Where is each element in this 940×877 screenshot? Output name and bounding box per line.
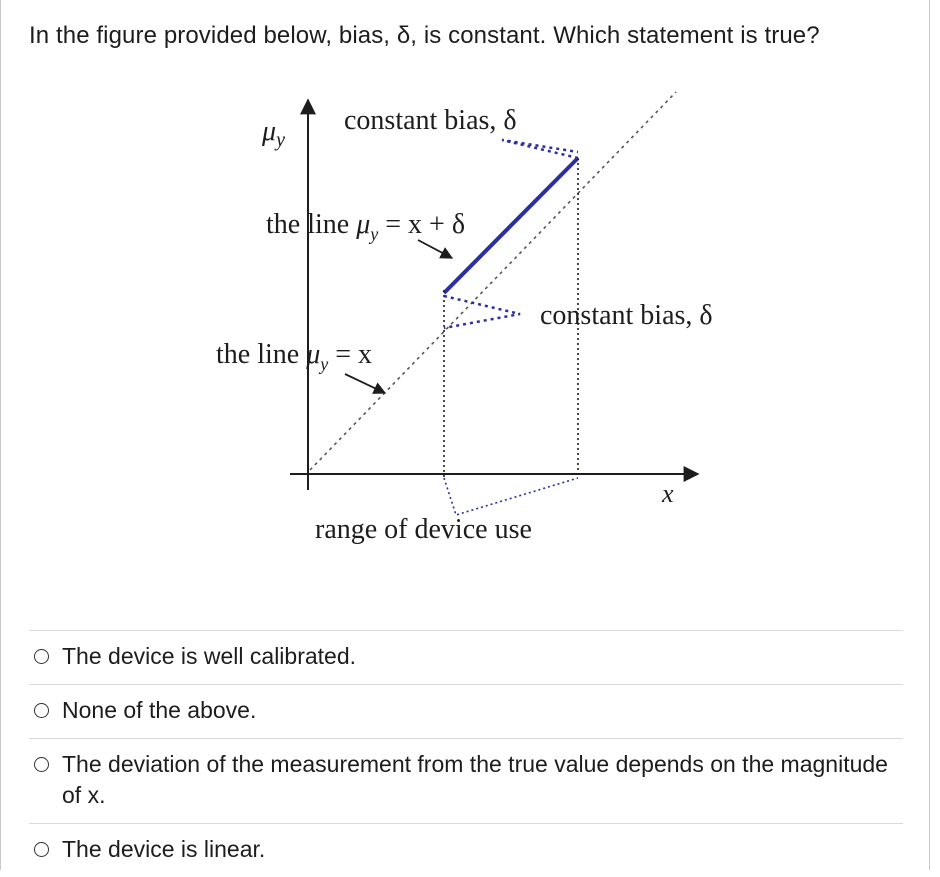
y-axis-label: $\mu_y$ [262,116,285,151]
label-range-of-use: range of device use [315,514,532,545]
label-constant-bias-top: constant bias, δ [344,105,517,136]
radio-button[interactable] [34,649,49,664]
x-axis-label: x [662,479,674,508]
label-biased-line: the line $\mu_y = x + \delta$ [266,209,466,244]
question-text: In the figure provided below, bias, δ, is constant. Which statement is true? [29,22,820,49]
answer-options [29,630,903,877]
option-label[interactable]: The deviation of the measurement from the true value depends on the magnitude of x. [62,751,888,808]
option-1[interactable] [29,630,903,684]
ideal-line [310,92,676,470]
range-bracket [444,478,578,515]
bias-indicator-top [502,140,578,158]
option-label[interactable]: The device is well calibrated. [62,643,357,669]
radio-button[interactable] [34,703,49,718]
bias-indicator-bottom [444,296,520,328]
biased-line-pointer [418,240,452,258]
option-3[interactable] [29,738,903,823]
radio-button[interactable] [34,842,49,857]
option-label[interactable]: The device is linear. [62,836,266,862]
label-constant-bias-right: constant bias, δ [540,300,713,331]
option-2[interactable] [29,684,903,738]
label-ideal-line: the line $\mu_y = x$ [216,339,373,374]
radio-button[interactable] [34,757,49,772]
ideal-line-pointer [345,374,385,393]
option-label[interactable]: None of the above. [62,697,257,723]
option-4[interactable] [29,823,903,877]
